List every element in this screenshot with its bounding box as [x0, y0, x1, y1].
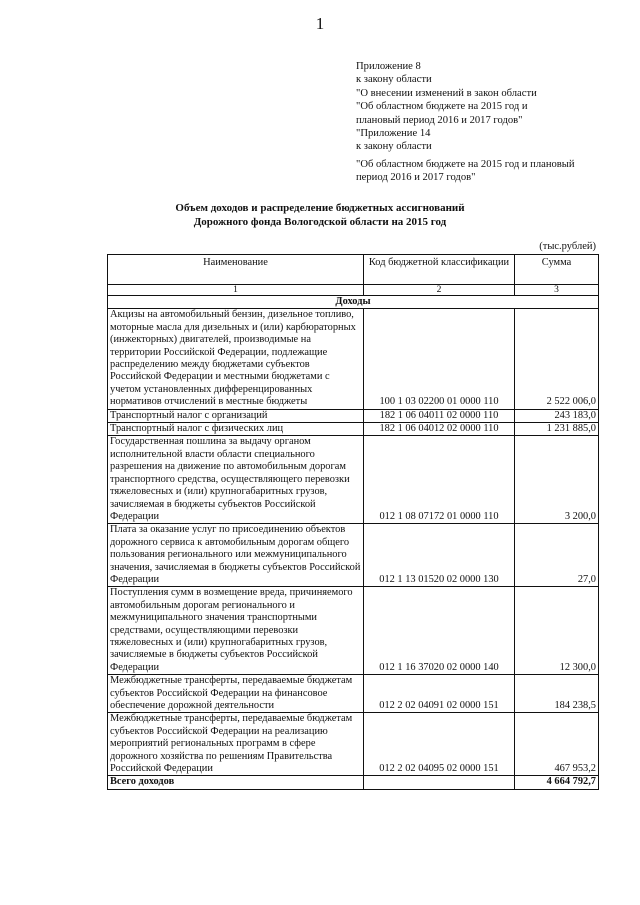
- header-row: [108, 255, 599, 285]
- row-code: 182 1 06 04012 02 0000 110: [364, 423, 515, 436]
- row-name: Межбюджетные трансферты, передаваемые бюджетам субъектов Российской Федерации на финансовое обеспечение дорожной деятельности: [108, 675, 364, 713]
- total-code-empty: [364, 776, 515, 789]
- table-row: [108, 587, 599, 675]
- appendix-line: "Приложение 14: [356, 128, 431, 140]
- appendix-line: период 2016 и 2017 годов": [356, 172, 476, 184]
- column-number: 2: [364, 285, 515, 296]
- appendix-line: Приложение 8: [356, 61, 421, 72]
- row-amount: 1 231 885,0: [515, 423, 599, 436]
- header-code: Код бюджетной классификации: [364, 255, 515, 285]
- row-code: 100 1 03 02200 01 0000 110: [364, 309, 515, 409]
- row-name: Государственная пошлина за выдачу органом исполнительной власти области специального разрешения на движение по автомобильным дорогам транспортного средства, осуществляющего перевозки тяжеловесных и (или) крупногабаритных грузов, зачисляемая в бюджеты субъектов Российской Федерации: [108, 436, 364, 524]
- budget-table: [107, 254, 599, 790]
- appendix-line: "Об областном бюджете на 2015 год и: [356, 101, 528, 113]
- row-amount: 3 200,0: [515, 436, 599, 524]
- row-code: 182 1 06 04011 02 0000 110: [364, 409, 515, 422]
- row-code: 012 2 02 04091 02 0000 151: [364, 675, 515, 713]
- row-name: Плата за оказание услуг по присоединению объектов дорожного сервиса к автомобильным дорогам общего пользования регионального или межмуниципального значения, зачисляемая в бюджеты субъектов Российской Федерации: [108, 524, 364, 587]
- section-label: Доходы: [108, 296, 599, 309]
- row-code: 012 1 16 37020 02 0000 140: [364, 587, 515, 675]
- column-number-row: [108, 285, 599, 296]
- table-row: [108, 409, 599, 422]
- total-row: [108, 776, 599, 789]
- total-label: Всего доходов: [108, 776, 364, 789]
- appendix-line: к закону области: [356, 141, 432, 153]
- column-number: 3: [515, 285, 599, 296]
- column-number: 1: [108, 285, 364, 296]
- row-amount: 27,0: [515, 524, 599, 587]
- title-line-2: Дорожного фонда Вологодской области на 2015 год: [193, 216, 447, 228]
- unit-label: (тыс.рублей): [539, 241, 596, 252]
- row-name: Транспортный налог с физических лиц: [108, 423, 364, 436]
- table-row: [108, 713, 599, 776]
- row-amount: 2 522 006,0: [515, 309, 599, 409]
- appendix-line: плановый период 2016 и 2017 годов": [356, 114, 523, 126]
- row-name: Поступления сумм в возмещение вреда, причиняемого автомобильным дорогам регионального и межмуниципального значения транспортными средствами, осуществляющими перевозки тяжеловесных и (или) крупногабаритных грузов, зачисляемые в бюджеты субъектов Российской Федерации: [108, 587, 364, 675]
- row-code: 012 1 08 07172 01 0000 110: [364, 436, 515, 524]
- header-name: Наименование: [108, 255, 364, 285]
- row-name: Акцизы на автомобильный бензин, дизельное топливо, моторные масла для дизельных и (или) карбюраторных (инжекторных) двигателей, производимые на территории Российской Федерации, подлежащие распределению между бюджетами субъектов Российской Федерации и местными бюджетами с учетом установленных дифференцированных нормативов отчислений в местные бюджеты: [108, 309, 364, 409]
- row-code: 012 2 02 04095 02 0000 151: [364, 713, 515, 776]
- total-amount: 4 664 792,7: [515, 776, 599, 789]
- page-number: 1: [315, 14, 325, 33]
- section-row: [108, 296, 599, 309]
- table-row: [108, 436, 599, 524]
- row-amount: 243 183,0: [515, 409, 599, 422]
- row-name: Транспортный налог с организаций: [108, 409, 364, 422]
- row-amount: 467 953,2: [515, 713, 599, 776]
- row-code: 012 1 13 01520 02 0000 130: [364, 524, 515, 587]
- row-name: Межбюджетные трансферты, передаваемые бюджетам субъектов Российской Федерации на реализацию мероприятий региональных программ в сфере дорожного хозяйства по решениям Правительства Российской Федерации: [108, 713, 364, 776]
- row-amount: 12 300,0: [515, 587, 599, 675]
- table-row: [108, 423, 599, 436]
- row-amount: 184 238,5: [515, 675, 599, 713]
- header-amount: Сумма: [515, 255, 599, 285]
- title-line-1: Объем доходов и распределение бюджетных ассигнований: [175, 202, 465, 214]
- document-title: [0, 201, 640, 229]
- appendix-block: [356, 60, 626, 185]
- appendix-line: "Об областном бюджете на 2015 год и плановый: [356, 158, 575, 170]
- appendix-line: к закону области: [356, 74, 432, 86]
- table-row: [108, 675, 599, 713]
- table-row: [108, 524, 599, 587]
- table-row: [108, 309, 599, 409]
- appendix-line: "О внесении изменений в закон области: [356, 87, 537, 99]
